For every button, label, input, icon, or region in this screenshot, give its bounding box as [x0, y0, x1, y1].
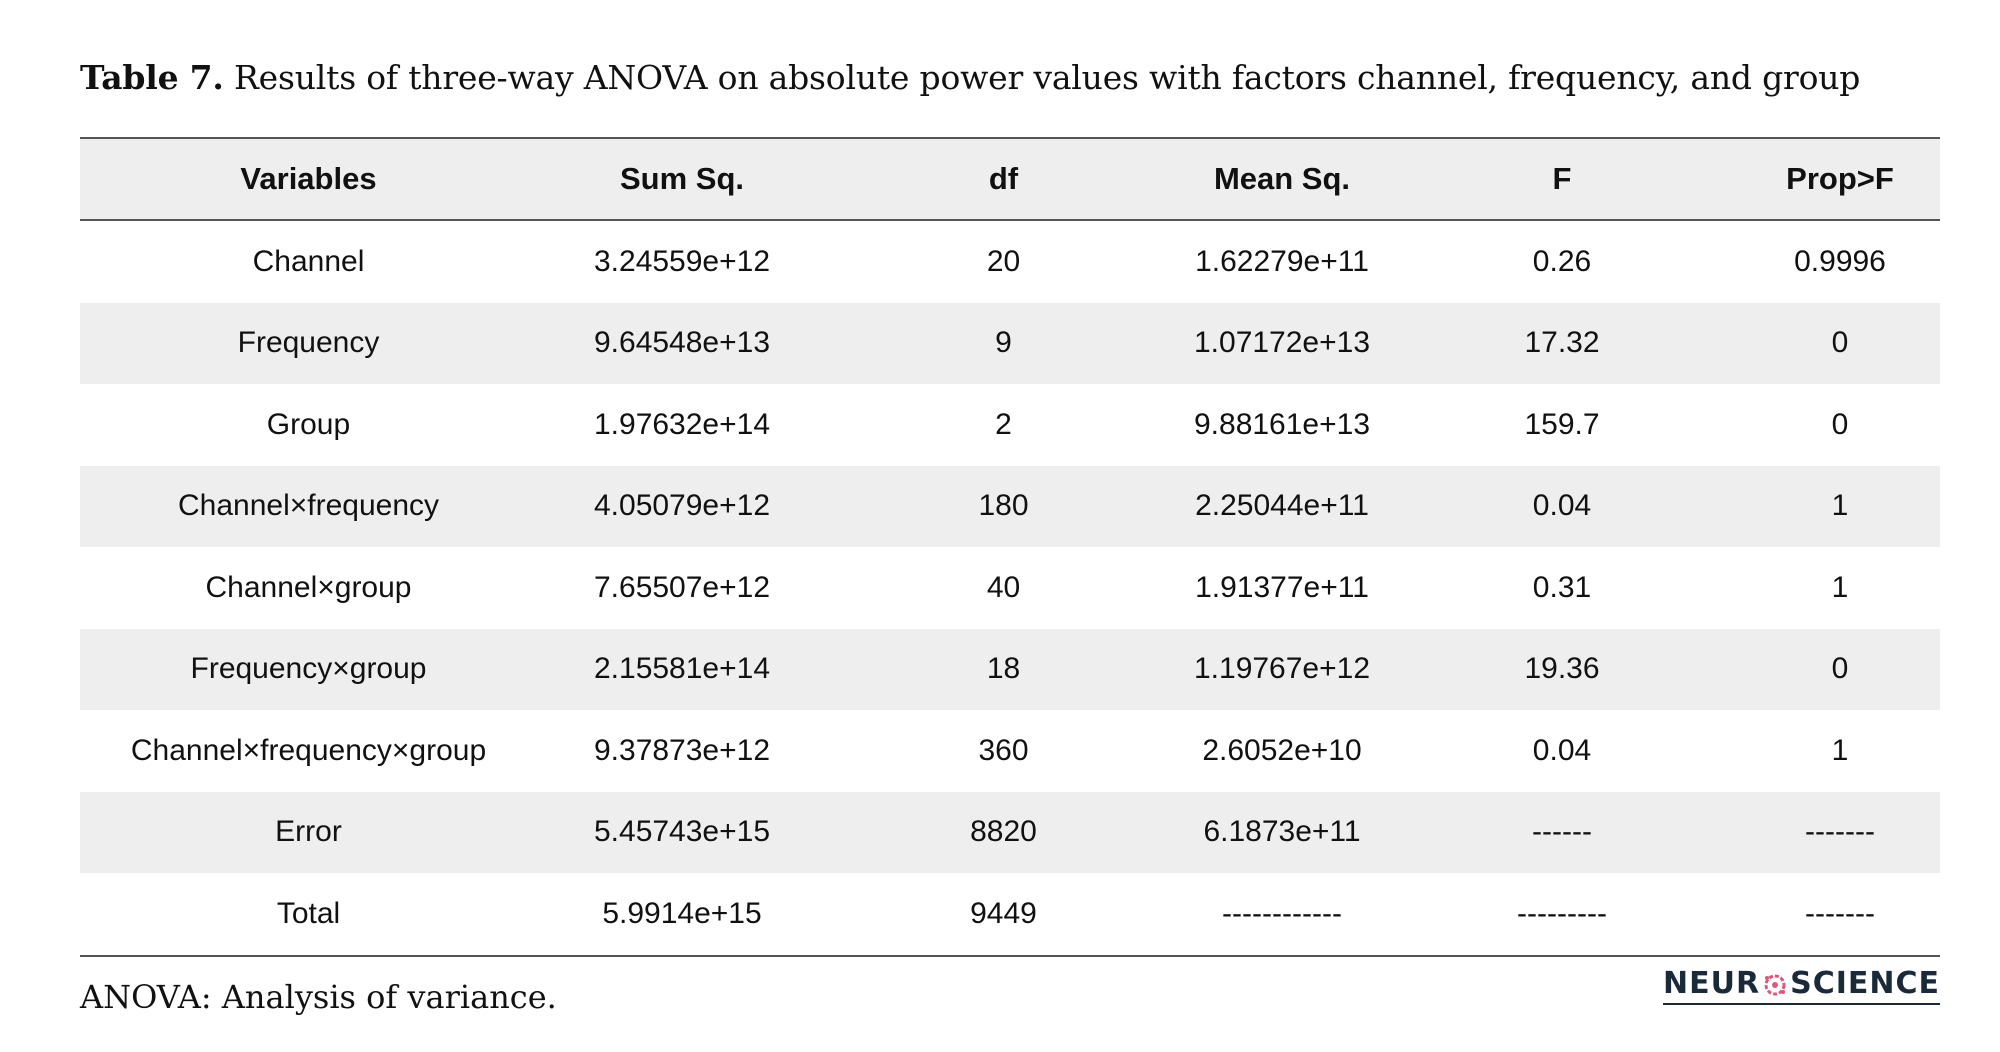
cell-f: 0.04 [1532, 733, 1592, 767]
cell-mean-sq: 9.88161e+13 [1193, 407, 1370, 441]
cell-prop-f: 1 [1831, 733, 1849, 767]
journal-logo [1663, 966, 1940, 1005]
cell-prop-f: 0.9996 [1794, 244, 1886, 278]
cell-sum-sq: 1.97632e+14 [593, 407, 770, 441]
cell-df: 8820 [970, 815, 1037, 849]
cell-variable: Error [275, 815, 342, 849]
cell-mean-sq: 2.6052e+10 [1202, 733, 1362, 767]
anova-table [80, 137, 1940, 957]
cell-sum-sq: 7.65507e+12 [593, 570, 770, 604]
cell-df: 18 [986, 652, 1021, 686]
table-row [80, 873, 1940, 956]
cell-variable: Channel [252, 244, 365, 278]
cell-df: 180 [978, 489, 1029, 523]
table-row [80, 792, 1940, 874]
cell-prop-f: 0 [1831, 326, 1849, 360]
cell-sum-sq: 9.64548e+13 [593, 326, 770, 360]
cell-sum-sq: 5.9914e+15 [602, 896, 762, 930]
cell-prop-f: ------- [1805, 896, 1875, 930]
cell-sum-sq: 2.15581e+14 [593, 652, 770, 686]
header-prop-f: Prop>F [1786, 161, 1894, 196]
cell-variable: Group [266, 407, 351, 441]
cell-f: 0.26 [1532, 244, 1592, 278]
cell-prop-f: ------- [1805, 815, 1875, 849]
table-header-row [80, 138, 1940, 220]
table-body [80, 220, 1940, 956]
cell-mean-sq: ------------ [1222, 896, 1342, 930]
cell-df: 40 [986, 570, 1021, 604]
header-f: F [1552, 161, 1572, 196]
cell-df: 2 [995, 407, 1012, 441]
cell-f: 0.04 [1532, 489, 1592, 523]
cell-df: 360 [978, 733, 1029, 767]
cell-sum-sq: 3.24559e+12 [593, 244, 770, 278]
cell-mean-sq: 1.07172e+13 [1193, 326, 1370, 360]
cell-f: ------ [1532, 815, 1592, 849]
cell-sum-sq: 9.37873e+12 [593, 733, 770, 767]
cell-variable: Frequency×group [190, 652, 427, 686]
cell-variable: Total [276, 896, 341, 930]
cell-df: 9449 [970, 896, 1037, 930]
cell-mean-sq: 2.25044e+11 [1195, 489, 1369, 523]
cell-variable: Channel×group [205, 570, 412, 604]
cell-mean-sq: 1.62279e+11 [1195, 244, 1369, 278]
cell-variable: Frequency [237, 326, 380, 360]
cell-f: 159.7 [1524, 407, 1600, 441]
cell-prop-f: 1 [1831, 489, 1849, 523]
logo-text-right: SCIENCE [1790, 966, 1940, 1001]
table-row [80, 629, 1940, 711]
table-row [80, 220, 1940, 303]
cell-prop-f: 0 [1831, 652, 1849, 686]
cell-f: 0.31 [1532, 570, 1592, 604]
cell-mean-sq: 6.1873e+11 [1203, 815, 1361, 849]
table-caption-label: Table 7. [80, 58, 224, 97]
cell-f: --------- [1517, 896, 1607, 930]
table-caption-text: Results of three-way ANOVA on absolute power values with factors channel, frequency, and group [223, 58, 1861, 97]
table-row [80, 384, 1940, 466]
header-sum-sq: Sum Sq. [619, 161, 744, 196]
header-mean-sq: Mean Sq. [1213, 161, 1351, 196]
cell-df: 9 [995, 326, 1012, 360]
table-row [80, 710, 1940, 792]
cell-prop-f: 1 [1831, 570, 1849, 604]
cell-f: 19.36 [1524, 652, 1600, 686]
logo-text-left: NEUR [1663, 966, 1761, 1001]
table-row [80, 303, 1940, 385]
header-variables: Variables [240, 161, 377, 196]
table-row [80, 466, 1940, 548]
cell-sum-sq: 5.45743e+15 [593, 815, 770, 849]
table-caption [80, 58, 1860, 97]
header-df: df [988, 161, 1019, 196]
brain-o-icon [1762, 971, 1788, 997]
table-footnote: ANOVA: Analysis of variance. [80, 978, 557, 1016]
cell-df: 20 [986, 244, 1021, 278]
cell-sum-sq: 4.05079e+12 [593, 489, 770, 523]
cell-f: 17.32 [1524, 326, 1600, 360]
table-row [80, 547, 1940, 629]
table-header [80, 138, 1940, 220]
cell-mean-sq: 1.91377e+11 [1195, 570, 1369, 604]
cell-mean-sq: 1.19767e+12 [1193, 652, 1370, 686]
cell-prop-f: 0 [1831, 407, 1849, 441]
cell-variable: Channel×frequency×group [130, 733, 487, 767]
cell-variable: Channel×frequency [177, 489, 440, 523]
